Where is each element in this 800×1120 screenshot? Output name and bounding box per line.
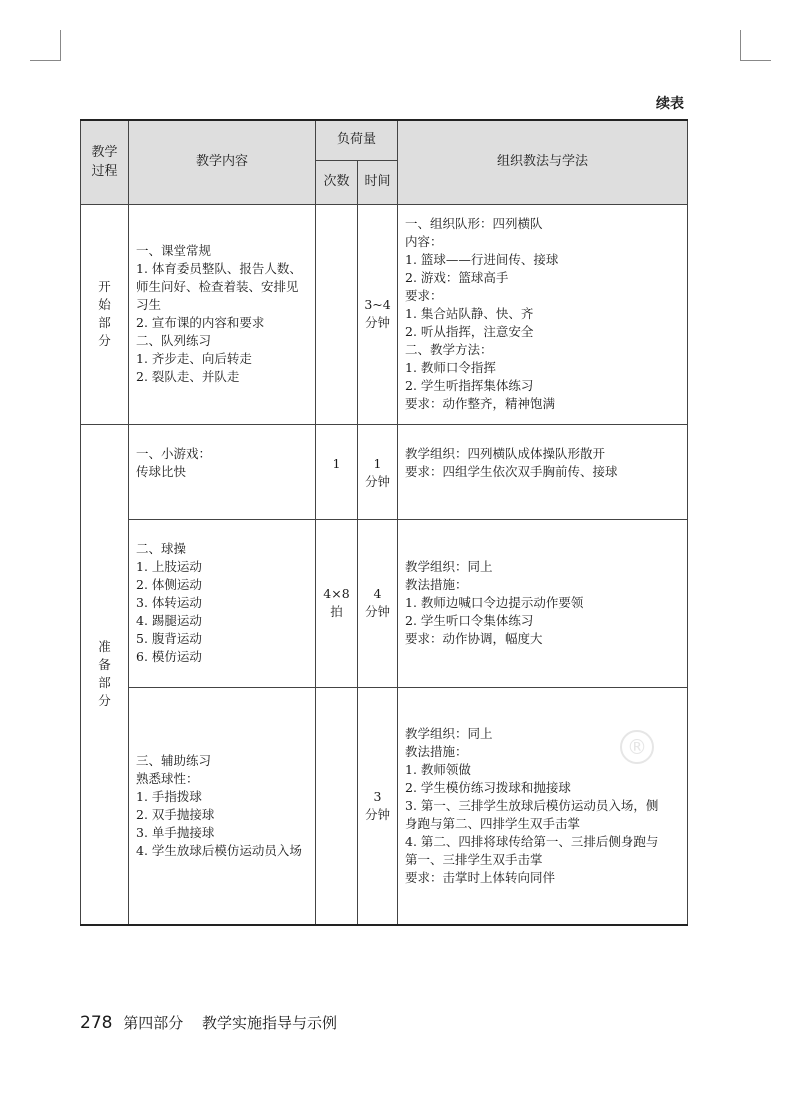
times-start [316, 204, 358, 424]
content-line: 二、球操 [136, 541, 187, 556]
method-prep-aux [398, 687, 688, 925]
content-line: 1. 齐步走、向后转走 [136, 351, 252, 366]
content-line: 2. 体侧运动 [136, 577, 202, 592]
method-line: 第一、三排学生双手击掌 [405, 851, 543, 867]
header-content: 教学内容 [129, 120, 316, 204]
stage-start-char: 分 [98, 333, 111, 348]
method-line: 教学组织：同上 [405, 725, 493, 741]
content-line: 1. 体育委员整队、报告人数、 [136, 261, 302, 276]
crop-mark-top-left [30, 30, 61, 61]
method-line: 3. 第一、三排学生放球后模仿运动员入场，侧 [405, 797, 659, 813]
stage-start-char: 始 [98, 297, 111, 312]
table-row-prep-ball [81, 519, 688, 687]
lesson-plan-table [80, 119, 688, 926]
content-line: 2. 宣布课的内容和要求 [136, 315, 265, 330]
duration-unit: 分钟 [365, 315, 391, 330]
page-footer [80, 1012, 337, 1033]
method-line: 内容： [405, 234, 443, 249]
stage-prep-char: 部 [98, 675, 111, 691]
method-line: 4. 第二、四排将球传给第一、三排后侧身跑与 [405, 833, 659, 849]
stage-prep-char: 分 [98, 693, 111, 709]
stage-start-char: 部 [98, 315, 111, 330]
times-prep-aux [316, 687, 358, 925]
method-line: 教学组织：四列横队成体操队形散开 [405, 445, 606, 461]
page-number: 278 [80, 1013, 113, 1033]
content-line: 3. 单手抛接球 [136, 824, 215, 840]
content-line: 三、辅助练习 [136, 752, 212, 768]
method-line: 教法措施： [405, 743, 468, 759]
footer-title: 教学实施指导与示例 [202, 1014, 338, 1032]
stage-prep-char: 备 [98, 657, 111, 673]
method-line: 教学组织：同上 [405, 559, 493, 574]
method-prep-ball [398, 519, 688, 687]
method-line: 1. 集合站队静、快、齐 [405, 306, 534, 321]
times-unit: 拍 [330, 604, 343, 619]
content-line: 习生 [136, 297, 162, 312]
header-stage [81, 120, 129, 204]
content-prep-ball [129, 519, 316, 687]
content-line: 熟悉球性： [136, 770, 199, 786]
method-line: 1. 教师边喊口令边提示动作要领 [405, 595, 584, 610]
duration-unit: 分钟 [365, 473, 391, 489]
content-start [129, 204, 316, 424]
table-row-prep-game [81, 424, 688, 519]
method-line: 二、教学方法： [405, 342, 493, 357]
method-line: 2. 学生听口令集体练习 [405, 613, 534, 628]
method-line: 1. 教师领做 [405, 761, 471, 777]
content-prep-aux [129, 687, 316, 925]
method-line: 2. 听从指挥，注意安全 [405, 324, 534, 339]
content-line: 6. 模仿运动 [136, 649, 202, 664]
content-line: 一、课堂常规 [136, 243, 212, 258]
header-stage-text: 教学过程 [91, 145, 118, 180]
registered-mark-icon: ® [620, 730, 654, 764]
duration-unit: 分钟 [365, 604, 391, 619]
method-line: 1. 篮球——行进间传、接球 [405, 252, 559, 267]
table-row-prep-aux [81, 687, 688, 925]
duration-prep-aux [358, 687, 398, 925]
duration-prep-ball [358, 519, 398, 687]
method-line: 要求：击掌时上体转向同伴 [405, 869, 556, 885]
method-line: 身跑与第二、四排学生双手击掌 [405, 815, 581, 831]
content-line: 4. 踢腿运动 [136, 613, 202, 628]
method-line: 一、组织队形：四列横队 [405, 216, 543, 231]
method-line: 1. 教师口令指挥 [405, 360, 496, 375]
header-load: 负荷量 [316, 120, 398, 160]
method-line: 2. 学生模仿练习拨球和抛接球 [405, 779, 571, 795]
duration-unit: 分钟 [365, 806, 391, 822]
content-line: 师生问好、检查着装、安排见 [136, 279, 299, 294]
method-line: 要求：动作协调，幅度大 [405, 631, 543, 646]
stage-prep-char: 准 [98, 639, 111, 655]
duration-value: 4 [373, 586, 382, 601]
times-value: 4×8 [323, 586, 350, 601]
method-start [398, 204, 688, 424]
header-times: 次数 [316, 160, 358, 204]
duration-value: 1 [373, 455, 382, 471]
times-prep-ball [316, 519, 358, 687]
footer-part: 第四部分 [123, 1014, 184, 1032]
method-line: 要求： [405, 288, 443, 303]
content-line: 2. 裂队走、并队走 [136, 369, 240, 384]
method-line: 要求：动作整齐，精神饱满 [405, 396, 556, 411]
method-line: 2. 游戏：篮球高手 [405, 270, 509, 285]
duration-value: 3 [373, 788, 382, 804]
method-line: 教法措施： [405, 577, 468, 592]
duration-prep-game [358, 424, 398, 519]
content-line: 3. 体转运动 [136, 595, 202, 610]
stage-start-char: 开 [98, 279, 111, 294]
method-prep-game [398, 424, 688, 519]
duration-start [358, 204, 398, 424]
table-row-start [81, 204, 688, 424]
method-line: 要求：四组学生依次双手胸前传、接球 [405, 463, 618, 479]
method-line: 2. 学生听指挥集体练习 [405, 378, 534, 393]
content-line: 1. 上肢运动 [136, 559, 202, 574]
times-prep-game: 1 [316, 424, 358, 519]
duration-value: 3~4 [364, 297, 391, 312]
header-method: 组织教法与学法 [398, 120, 688, 204]
content-line: 一、小游戏： [136, 445, 212, 461]
continued-label: 续表 [656, 96, 684, 112]
content-line: 5. 腹背运动 [136, 631, 202, 646]
stage-prep [81, 424, 129, 925]
content-line: 1. 手指拨球 [136, 788, 202, 804]
crop-mark-top-right [740, 30, 771, 61]
content-line: 2. 双手抛接球 [136, 806, 215, 822]
content-line: 传球比快 [136, 463, 187, 479]
content-line: 4. 学生放球后模仿运动员入场 [136, 842, 302, 858]
content-line: 二、队列练习 [136, 333, 212, 348]
header-duration: 时间 [358, 160, 398, 204]
content-prep-game [129, 424, 316, 519]
stage-start [81, 204, 129, 424]
